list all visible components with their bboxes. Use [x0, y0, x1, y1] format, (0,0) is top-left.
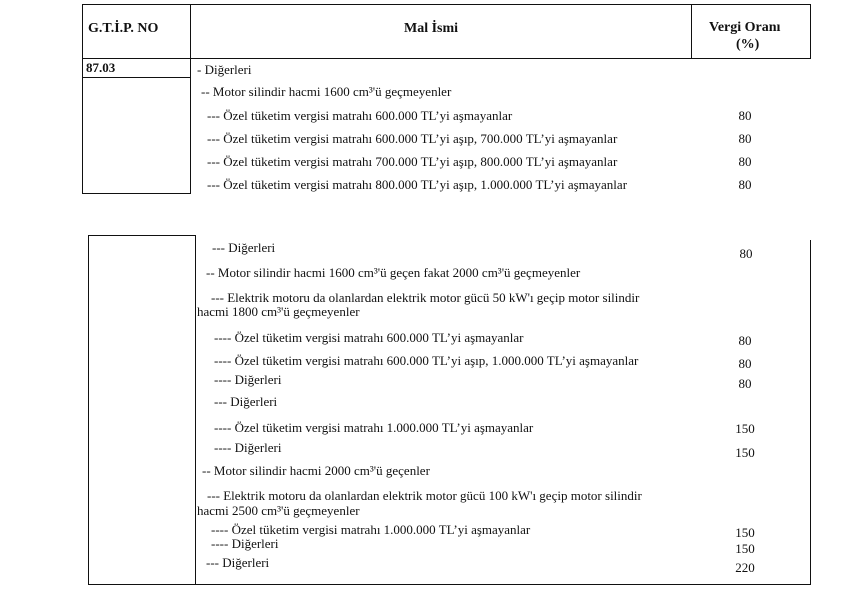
gtip-code: 87.03: [86, 60, 116, 75]
header-mal-ismi: Mal İsmi: [404, 21, 459, 36]
s1-row-5: --- Özel tüketim vergisi matrahı 800.000 TL’yi aşıp, 1.000.000 TL’yi aşmayanlar: [207, 177, 628, 192]
s2-row-13: ---- Özel tüketim vergisi matrahı 1.000.000 TL’yi aşmayanlar: [211, 522, 531, 537]
s2-row-4: ---- Özel tüketim vergisi matrahı 600.000 TL’yi aşmayanlar: [214, 330, 524, 345]
s1-row-4: --- Özel tüketim vergisi matrahı 700.000 TL’yi aşıp, 800.000 TL’yi aşmayanlar: [207, 154, 618, 169]
s2-row-15: --- Diğerleri: [206, 555, 270, 570]
s2-row-6: ---- Diğerleri: [214, 372, 282, 387]
s2-rate-9: 150: [735, 445, 755, 460]
s1-row-0: - Diğerleri: [197, 62, 252, 77]
s2-rate-14: 150: [735, 541, 755, 556]
table1-left-border: [82, 4, 83, 194]
s2-row-10: -- Motor silindir hacmi 2000 cm³'ü geçenler: [202, 463, 430, 478]
table1-top-border: [82, 4, 811, 5]
s2-row-3: hacmi 1800 cm³'ü geçmeyenler: [197, 304, 360, 319]
s2-rate-13: 150: [735, 525, 755, 540]
header-vergi-percent: (%): [736, 37, 760, 52]
s2-rate-8: 150: [735, 421, 755, 436]
s2-row-2: --- Elektrik motoru da olanlardan elektrik motor gücü 50 kW'ı geçip motor silindir: [211, 290, 640, 305]
table2-left-border: [88, 235, 89, 585]
s2-row-14: ---- Diğerleri: [211, 536, 279, 551]
s1-row-1: -- Motor silindir hacmi 1600 cm³'ü geçmeyenler: [201, 84, 452, 99]
s1-rate-4: 80: [738, 154, 752, 169]
table1-right-border: [810, 4, 811, 59]
s1-rate-2: 80: [738, 108, 752, 123]
s2-rate-0: 80: [739, 246, 753, 261]
s2-rate-4: 80: [738, 333, 752, 348]
s1-rate-5: 80: [738, 177, 752, 192]
table1-col-divider: [190, 4, 191, 194]
s2-row-5: ---- Özel tüketim vergisi matrahı 600.000 TL’yi aşıp, 1.000.000 TL’yi aşmayanlar: [214, 353, 639, 368]
s2-rate-15: 220: [735, 560, 755, 575]
table1-rate-divider: [691, 4, 692, 59]
s2-row-9: ---- Diğerleri: [214, 440, 282, 455]
table2-right-border: [810, 240, 811, 585]
s1-row-2: --- Özel tüketim vergisi matrahı 600.000 TL’yi aşmayanlar: [207, 108, 513, 123]
s2-row-11: --- Elektrik motoru da olanlardan elektrik motor gücü 100 kW'ı geçip motor silindir: [207, 488, 642, 503]
table1-header-border: [82, 58, 811, 59]
s2-row-12: hacmi 2500 cm³'ü geçmeyenler: [197, 503, 360, 518]
table1-bottom-border: [82, 193, 190, 194]
s2-rate-5: 80: [738, 356, 752, 371]
s2-rate-6: 80: [738, 376, 752, 391]
table1-code-separator: [82, 77, 190, 78]
s1-rate-3: 80: [738, 131, 752, 146]
header-gtip: G.T.İ.P. NO: [88, 21, 159, 36]
header-vergi-orani: Vergi Oranı: [709, 20, 781, 35]
s2-row-7: --- Diğerleri: [214, 394, 278, 409]
table2-col-divider: [195, 235, 196, 585]
s1-row-3: --- Özel tüketim vergisi matrahı 600.000 TL’yi aşıp, 700.000 TL’yi aşmayanlar: [207, 131, 618, 146]
s2-row-8: ---- Özel tüketim vergisi matrahı 1.000.000 TL’yi aşmayanlar: [214, 420, 534, 435]
table2-top-border: [88, 235, 196, 236]
s2-row-1: -- Motor silindir hacmi 1600 cm³'ü geçen fakat 2000 cm³'ü geçmeyenler: [206, 265, 581, 280]
s2-row-0: --- Diğerleri: [212, 240, 276, 255]
table2-bottom-border: [88, 584, 811, 585]
